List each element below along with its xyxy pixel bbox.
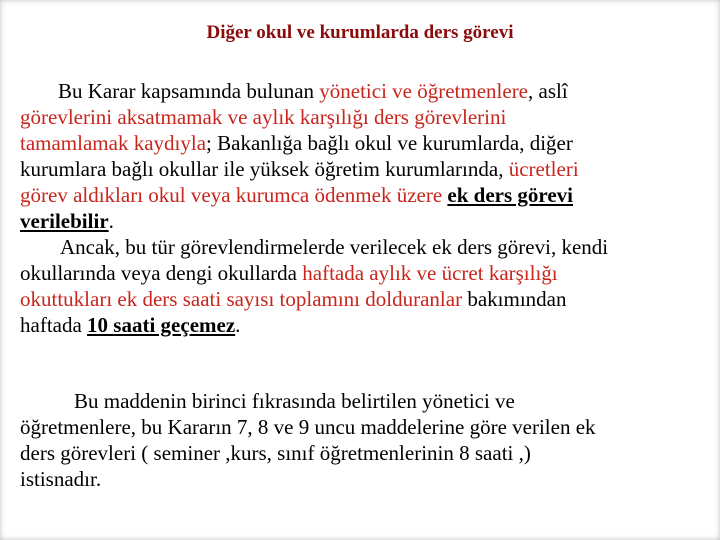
paragraph-1-line-6 xyxy=(20,208,700,234)
paragraph-1-line-9 xyxy=(20,286,700,312)
slide-title: Diğer okul ve kurumlarda ders görevi xyxy=(206,22,514,43)
paragraph-1-line-3 xyxy=(20,130,700,156)
highlight-text: görev aldıkları okul veya kurumca ödenmek üzere xyxy=(20,183,448,207)
paragraph-1-line-5 xyxy=(20,182,700,208)
paragraph-1-line-7: Ancak, bu tür görevlendirmelerde verilecek ek ders görevi, kendi xyxy=(60,235,609,259)
paragraph-2-line-3: ders görevleri ( seminer ,kurs, sınıf öğretmenlerinin 8 saati ,) xyxy=(20,441,531,465)
text-segment: haftada xyxy=(20,313,88,337)
text-segment: kurumlara bağlı okullar ile yüksek öğretim kurumlarında, xyxy=(20,157,509,181)
paragraph-1-line-8 xyxy=(20,260,700,286)
highlight-text: ücretleri xyxy=(508,157,579,181)
text-segment: ; Bakanlığa bağlı okul ve kurumlarda, diğer xyxy=(206,131,573,155)
text-segment: . xyxy=(108,209,114,233)
paragraph-1-line-4 xyxy=(20,156,700,182)
paragraph-1-line-2: görevlerini aksatmamak ve aylık karşılığı ders görevlerini xyxy=(20,105,507,129)
text-segment: bakımından xyxy=(462,287,567,311)
text-segment: , aslî xyxy=(528,79,568,103)
paragraph-1-line-10 xyxy=(20,312,700,338)
paragraph-1 xyxy=(20,78,700,338)
text-segment: okullarında veya dengi okullarda xyxy=(20,261,303,285)
text-segment: Bu Karar kapsamında bulunan xyxy=(58,79,320,103)
highlight-text: okuttukları ek ders saati sayısı toplamını dolduranlar xyxy=(20,287,463,311)
highlight-text: tamamlamak kaydıyla xyxy=(20,131,207,155)
emphasis-text: ek ders görevi xyxy=(447,183,574,207)
paragraph-2-line-2: öğretmenlere, bu Kararın 7, 8 ve 9 uncu maddelerine göre verilen ek xyxy=(20,415,596,439)
highlight-text: yönetici ve öğretmenlere xyxy=(319,79,529,103)
highlight-text: haftada aylık ve ücret karşılığı xyxy=(302,261,558,285)
text-segment: . xyxy=(235,313,241,337)
paragraph-2-line-4: istisnadır. xyxy=(20,467,102,491)
paragraph-1-line-1 xyxy=(20,78,700,104)
emphasis-text: 10 saati geçemez xyxy=(87,313,236,337)
emphasis-text: verilebilir xyxy=(20,209,109,233)
paragraph-2 xyxy=(20,388,700,492)
paragraph-2-line-1: Bu maddenin birinci fıkrasında belirtilen yönetici ve xyxy=(74,389,515,413)
